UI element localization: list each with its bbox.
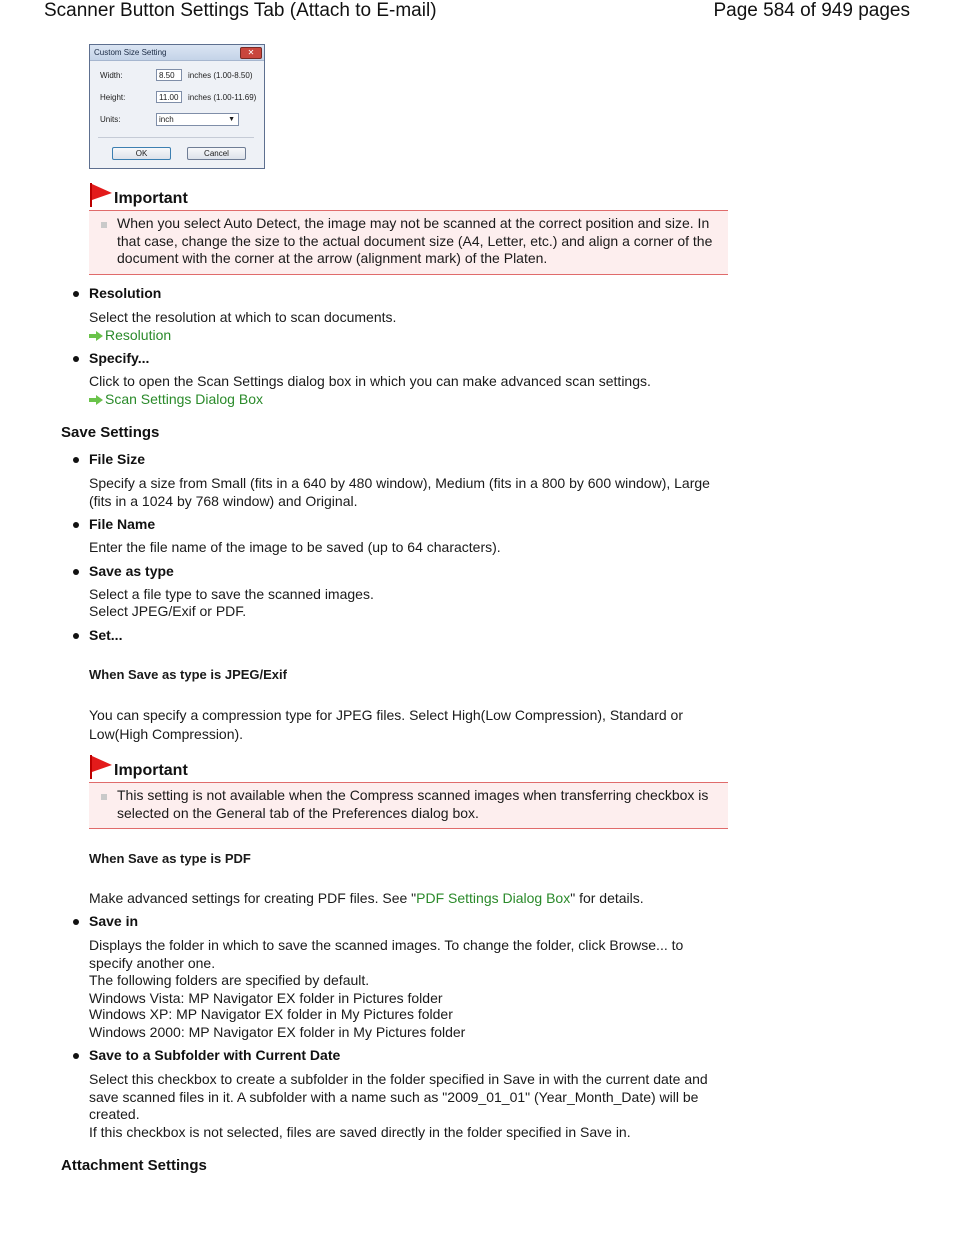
green-arrow-icon xyxy=(89,331,103,341)
file-size-heading: File Size xyxy=(89,451,146,467)
save-as-type-line2: Select JPEG/Exif or PDF. xyxy=(89,603,247,619)
width-label: Width: xyxy=(100,71,123,80)
specify-desc: Click to open the Scan Settings dialog box in which you can make advanced scan settings. xyxy=(89,373,651,389)
subfolder-desc: Select this checkbox to create a subfolder in the folder specified in Save in with the current date and save scanned files in it. A subfolder with a name such as "2009_01_01" (Year_Month_Date) will be created. xyxy=(89,1071,708,1122)
jpeg-desc: You can specify a compression type for JPEG files. Select High(Low Compression), Standard or Low(High Compression). xyxy=(89,707,683,742)
square-bullet-icon xyxy=(101,222,107,228)
jpeg-subheading: When Save as type is JPEG/Exif xyxy=(89,667,287,682)
important-box xyxy=(89,210,728,275)
pdf-desc xyxy=(89,890,644,908)
page-number: Page 584 of 949 pages xyxy=(713,0,910,21)
dialog-separator xyxy=(98,137,254,138)
height-label: Height: xyxy=(100,93,126,102)
red-flag-icon xyxy=(89,755,113,779)
resolution-link[interactable] xyxy=(89,327,171,343)
resolution-link-text: Resolution xyxy=(105,327,172,343)
file-name-heading: File Name xyxy=(89,516,156,532)
page-title: Scanner Button Settings Tab (Attach to E-mail) xyxy=(44,0,437,21)
height-field: 11.00 xyxy=(156,91,182,103)
ok-button: OK xyxy=(112,147,171,160)
save-in-line4: Windows XP: MP Navigator EX folder in My Pictures folder xyxy=(89,1006,453,1022)
save-settings-heading: Save Settings xyxy=(61,424,160,441)
file-name-desc: Enter the file name of the image to be saved (up to 64 characters). xyxy=(89,539,501,555)
green-arrow-icon xyxy=(89,395,103,405)
units-value: inch xyxy=(159,115,174,124)
units-label: Units: xyxy=(100,115,121,124)
dialog-title: Custom Size Setting xyxy=(94,48,167,57)
pdf-settings-link[interactable]: PDF Settings Dialog Box xyxy=(416,890,571,906)
subfolder-line2: If this checkbox is not selected, files are saved directly in the folder specified in Save in. xyxy=(89,1124,631,1140)
width-unit: inches (1.00-8.50) xyxy=(188,71,253,80)
attachment-settings-heading: Attachment Settings xyxy=(61,1157,207,1174)
save-in-line3: Windows Vista: MP Navigator EX folder in Pictures folder xyxy=(89,990,443,1006)
cancel-button: Cancel xyxy=(187,147,246,160)
chevron-down-icon: ▼ xyxy=(228,116,235,123)
square-bullet-icon xyxy=(101,794,107,800)
file-size-desc: Specify a size from Small (fits in a 640 by 480 window), Medium (fits in a 800 by 600 window), Large (fits in a 1024 by 768 window) and Original. xyxy=(89,475,710,509)
red-flag-icon xyxy=(89,183,113,207)
specify-heading: Specify... xyxy=(89,350,150,366)
width-field: 8.50 xyxy=(156,69,182,81)
save-as-type-heading: Save as type xyxy=(89,563,174,579)
pdf-desc-pre: Make advanced settings for creating PDF files. See " xyxy=(89,890,417,906)
save-in-line2: The following folders are specified by default. xyxy=(89,972,370,988)
important-box xyxy=(89,782,728,829)
save-in-desc: Displays the folder in which to save the scanned images. To change the folder, click Browse... to specify another one. xyxy=(89,937,684,971)
save-in-heading: Save in xyxy=(89,913,139,929)
pdf-desc-post: " for details. xyxy=(570,890,644,906)
important-title: Important xyxy=(114,190,188,207)
scan-settings-link-text: Scan Settings Dialog Box xyxy=(105,391,263,407)
close-icon: ✕ xyxy=(240,47,262,59)
save-as-type-line1: Select a file type to save the scanned images. xyxy=(89,586,374,602)
resolution-heading: Resolution xyxy=(89,285,162,301)
important-text: When you select Auto Detect, the image may not be scanned at the correct position and size. In that case, change the size to the actual document size (A4, Letter, etc.) and align a corner of the document with the corner at the arrow (alignment mark) of the Platen. xyxy=(117,215,713,266)
custom-size-dialog-screenshot xyxy=(89,44,265,169)
resolution-desc: Select the resolution at which to scan documents. xyxy=(89,309,397,325)
dialog-titlebar xyxy=(90,45,264,61)
important-title: Important xyxy=(114,762,188,779)
scan-settings-link[interactable] xyxy=(89,391,263,407)
pdf-subheading: When Save as type is PDF xyxy=(89,851,251,866)
set-heading: Set... xyxy=(89,627,123,643)
units-select xyxy=(156,113,239,126)
important-heading xyxy=(89,755,188,780)
height-unit: inches (1.00-11.69) xyxy=(188,93,257,102)
important-heading xyxy=(89,183,188,208)
subfolder-heading: Save to a Subfolder with Current Date xyxy=(89,1047,341,1063)
important-text: This setting is not available when the Compress scanned images when transferring checkbox is selected on the General tab of the Preferences dialog box. xyxy=(117,787,709,821)
save-in-line5: Windows 2000: MP Navigator EX folder in My Pictures folder xyxy=(89,1024,466,1040)
